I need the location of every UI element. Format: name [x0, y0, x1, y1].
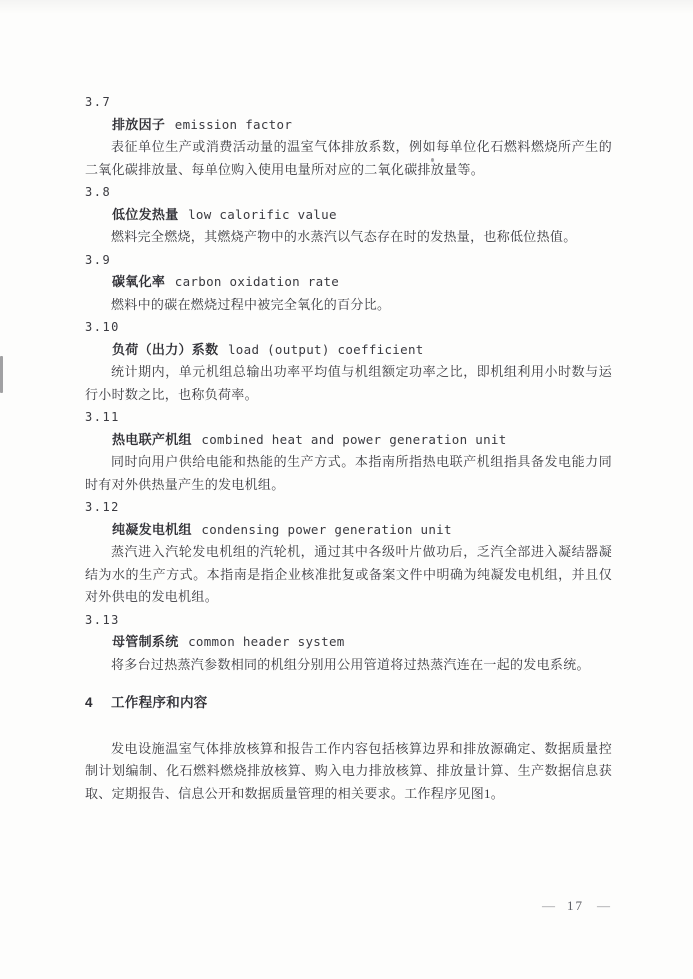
scan-speck — [431, 158, 434, 162]
section-number: 3.12 — [85, 500, 120, 514]
term-heading — [85, 519, 612, 542]
section-number: 3.11 — [85, 410, 120, 424]
term-section-3-12 — [85, 496, 612, 609]
term-heading — [85, 271, 612, 294]
section-number: 3.13 — [85, 612, 120, 627]
term-english: low calorific value — [188, 206, 337, 222]
term-english: emission factor — [174, 116, 293, 132]
page-number-footer — [542, 898, 609, 914]
term-english: carbon oxidation rate — [174, 274, 340, 289]
chapter-title: 工作程序和内容 — [111, 695, 208, 710]
page-content — [85, 91, 612, 805]
term-chinese: 低位发热量 — [112, 206, 179, 222]
term-definition: 同时向用户供给电能和热能的生产方式。本指南所指热电联产机组指具备发电能力同时有对外供热量产生的发电机组。 — [85, 454, 612, 492]
term-definition: 燃料中的碳在燃烧过程中被完全氧化的百分比。 — [111, 296, 391, 312]
term-definition: 燃料完全燃烧，其燃烧产物中的水蒸汽以气态存在时的发热量，也称低位热值。 — [111, 229, 577, 244]
section-number: 3.10 — [85, 320, 120, 334]
footer-left-dash: — — [542, 898, 554, 913]
term-section-3-7 — [85, 91, 612, 181]
term-heading — [85, 429, 612, 452]
term-heading — [85, 204, 612, 227]
term-section-3-10 — [85, 316, 612, 406]
footer-right-dash: — — [597, 898, 609, 913]
term-definition: 统计期内，单元机组总输出功率平均值与机组额定功率之比，即机组利用小时数与运行小时数之比，也称负荷率。 — [85, 364, 612, 402]
term-english: load (output) coefficient — [227, 341, 424, 357]
page-number: 17 — [567, 898, 584, 913]
chapter-heading — [85, 692, 612, 715]
term-definition: 将多台过热蒸汽参数相同的机组分别用公用管道将过热蒸汽连在一起的发电系统。 — [111, 656, 590, 672]
term-chinese: 热电联产机组 — [112, 431, 192, 447]
term-chinese: 排放因子 — [112, 116, 166, 132]
chapter-number: 4 — [85, 695, 93, 710]
term-chinese: 纯凝发电机组 — [112, 521, 192, 537]
term-definition: 蒸汽进入汽轮发电机组的汽轮机，通过其中各级叶片做功后，乏汽全部进入凝结器凝结为水的生产方式。本指南是指企业核准批复或备案文件中明确为纯凝发电机组，并且仅对外供电的发电机组。 — [85, 544, 612, 604]
term-english: common header system — [188, 634, 345, 649]
term-english: condensing power generation unit — [201, 521, 452, 537]
term-section-3-9 — [85, 249, 612, 317]
term-section-3-13 — [85, 609, 612, 677]
term-english: combined heat and power generation unit — [201, 431, 507, 447]
section-number: 3.9 — [85, 252, 112, 267]
chapter-4 — [85, 692, 612, 805]
term-heading — [85, 114, 612, 137]
scan-edge-mark — [0, 356, 3, 393]
section-number: 3.7 — [85, 95, 112, 109]
term-section-3-8 — [85, 181, 612, 249]
term-section-3-11 — [85, 406, 612, 496]
section-number: 3.8 — [85, 185, 112, 199]
term-heading — [85, 339, 612, 362]
term-heading — [85, 631, 612, 654]
term-chinese: 碳氧化率 — [112, 274, 166, 289]
term-chinese: 负荷（出力）系数 — [112, 341, 219, 357]
term-chinese: 母管制系统 — [112, 634, 179, 649]
chapter-paragraph: 发电设施温室气体排放核算和报告工作内容包括核算边界和排放源确定、数据质量控制计划编制、化石燃料燃烧排放核算、购入电力排放核算、排放量计算、生产数据信息获取、定期报告、信息公开和数据质量管理的相关要求。工作程序见图1。 — [85, 740, 612, 801]
term-definition: 表征单位生产或消费活动量的温室气体排放系数，例如每单位化石燃料燃烧所产生的二氧化碳排放量、每单位购入使用电量所对应的二氧化碳排放量等。 — [85, 139, 612, 177]
